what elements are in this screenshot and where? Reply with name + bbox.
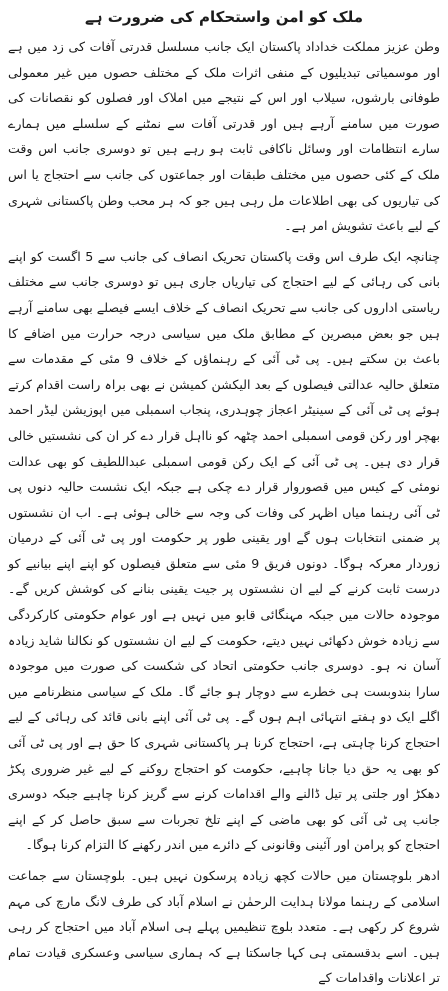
article-paragraph-2: چنانچہ ایک طرف اس وقت پاکستان تحریک انصاف کی جانب سے 5 اگست کو اپنے بانی کی رہائی کے لیے احتجاج کی تیاریاں جاری ہیں تو دوسری جانب سے مختلف ریاستی اداروں کی جانب سے تحریک انصاف کے خلاف ایسے فیصلے بھی سامنے آرہے ہیں جو بعض مبصرین کے مطابق ملک میں سیاسی درجہ حرارت میں اضافے کا باعث بن سکتے ہیں۔ پی ٹی آئی کے رہنماؤں کے خلاف 9 مئی کے مقدمات سے متعلق حالیہ عدالتی فیصلوں کے بعد الیکشن کمیشن نے بھی براہ راست اقدام کرتے ہوئے پی ٹی آئی کے سینیٹر اعجاز چوہدری، پنجاب اسمبلی میں اپوزیشن لیڈر احمد بھچر اور رکن قومی اسمبلی احمد چٹھہ کو نااہل قرار دے کر ان کی نشستیں خالی قرار دی ہیں۔ پی ٹی آئی کے ایک رکن قومی اسمبلی عبداللطیف کو بھی عدالت نومئی کے کیس میں قصوروار قرار دے چکی ہے جبکہ ایک نشست حالیہ دنوں پی ٹی آئی رہنما میاں اظہر کی وفات کی وجہ سے خالی ہوئی ہے۔ اب ان نشستوں پر ضمنی انتخابات ہوں گے اور یقینی طور پر حکومت اور پی ٹی آئی کے درمیان زوردار معرکہ ہوگا۔ دونوں فریق 9 مئی سے متعلق فیصلوں کو اپنے اپنے بیانیے کو درست ثابت کرنے کے لیے ان نشستوں پر جیت یقینی بنانے کی کوشش کریں گے۔ موجودہ حالات میں جبکہ مہنگائی قابو میں نہیں ہے اور عوام حکومتی کارکردگی سے زیادہ خوش دکھائی نہیں دیتے، حکومت کے لیے ان نشستوں کو نکالنا شاید زیادہ آسان نہ ہو۔ دوسری جانب حکومتی اتحاد کی شکست کی صورت میں موجودہ سارا بندوبست ہی خطرے سے دوچار ہو جائے گا۔ ملک کے سیاسی منظرنامے میں اگلے ایک دو ہفتے انتہائی اہم ہوں گے۔ پی ٹی آئی اپنے بانی قائد کی رہائی کے لیے احتجاج کرنا چاہتی ہے، احتجاج کرنا ہر پاکستانی شہری کا حق ہے اور پی ٹی آئی کو بھی یہ حق دیا جانا چاہیے، حکومت کو احتجاج روکنے کے لیے غیر ضروری پکڑ دھکڑ اور جلتی پر تیل ڈالنے والے اقدامات کرنے سے گریز کرنا چاہیے جبکہ دوسری جانب پی ٹی آئی کو بھی ماضی کے اپنے تلخ تجربات سے سبق حاصل کر کے اپنے احتجاج کو پرامن اور آئینی وقانونی کے دائرے میں اندر رکھنے کا التزام کرنا ہوگا۔: [8, 248, 440, 853]
article-paragraph-3: ادھر بلوچستان میں حالات کچھ زیادہ پرسکون نہیں ہیں۔ بلوچستان سے جماعت اسلامی کے رہنما مولانا ہدایت الرحمٰن نے اسلام آباد کی طرف لانگ مارچ کی مہم شروع کر رکھی ہے۔ متعدد بلوچ تنظیمیں پہلے ہی اسلام آباد میں احتجاج کر رہی ہیں۔ اسے بدقسمتی ہی کہا جاسکتا ہے کہ ہماری سیاسی وعسکری قیادت تمام تر اعلانات واقدامات کے: [8, 868, 440, 986]
article-paragraph-1: وطن عزیز مملکت خداداد پاکستان ایک جانب مسلسل قدرتی آفات کی زد میں ہے اور موسمیاتی تبدیلیوں کے منفی اثرات ملک کے مختلف حصوں میں غیر معمولی طوفانی بارشوں، سیلاب اور اس کے نتیجے میں املاک اور فصلوں کو نقصانات کی صورت میں سامنے آرہے ہیں اور قدرتی آفات سے نمٹنے کے سلسلے میں ہمارے سارے انتظامات اور وسائل ناکافی ثابت ہو رہے ہیں تو دوسری جانب اس وقت ملک کے کئی حصوں میں مختلف طبقات اور جماعتوں کی جانب سے احتجاج یا اس کی تیاریوں کی بھی اطلاعات مل رہی ہیں جو کہ ہر محب وطن پاکستانی شہری کے لیے باعث تشویش امر ہے۔: [8, 39, 440, 234]
article-headline: ملک کو امن واستحکام کی ضرورت ہے: [85, 8, 363, 26]
